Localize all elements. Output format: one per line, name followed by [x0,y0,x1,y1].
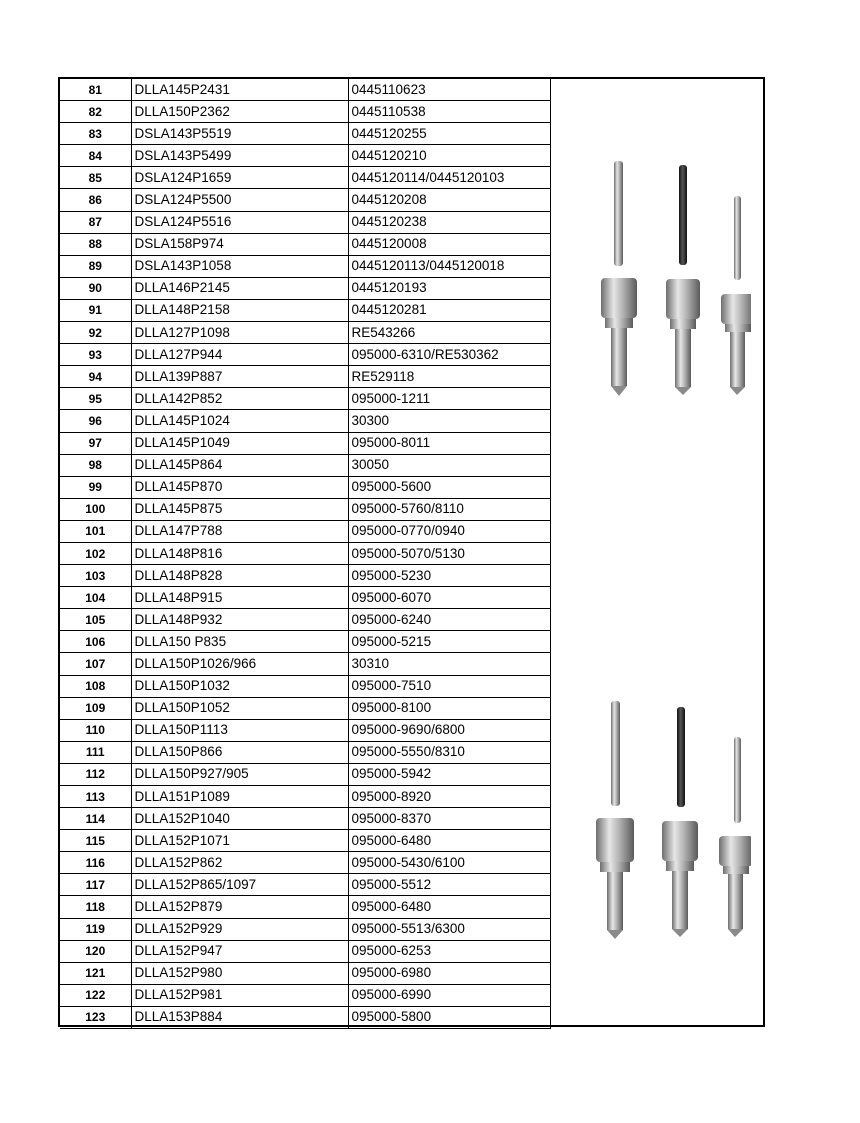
row-number: 85 [60,167,131,189]
nozzle-model: DSLA124P5500 [131,189,348,211]
part-number: 30310 [348,653,550,675]
nozzle-model: DLLA152P1040 [131,808,348,830]
table-row [60,344,550,366]
nozzle-model: DLLA152P862 [131,852,348,874]
table-row [60,233,550,255]
nozzle-model: DLLA150P927/905 [131,763,348,785]
table-row [60,786,550,808]
part-number: 095000-5513/6300 [348,918,550,940]
part-number: 0445120255 [348,123,550,145]
table-row [60,830,550,852]
part-number: 095000-8011 [348,432,550,454]
row-number: 103 [60,565,131,587]
row-number: 118 [60,896,131,918]
nozzle-model: DLLA148P828 [131,565,348,587]
table-row [60,741,550,763]
photo-column [550,79,766,1025]
table-row [60,675,550,697]
nozzle-model: DLLA150P1032 [131,675,348,697]
table-row [60,852,550,874]
part-number: 095000-6480 [348,896,550,918]
nozzle-model: DLLA150P866 [131,741,348,763]
part-number: 095000-1211 [348,388,550,410]
part-number: 0445120281 [348,299,550,321]
part-number: 095000-6310/RE530362 [348,344,550,366]
row-number: 108 [60,675,131,697]
table-row [60,984,550,1006]
part-number: 0445120238 [348,211,550,233]
part-number: RE543266 [348,322,550,344]
table-row [60,410,550,432]
part-number: 095000-9690/6800 [348,719,550,741]
nozzle-model: DLLA152P981 [131,984,348,1006]
part-number: 095000-5230 [348,565,550,587]
part-number: 095000-5800 [348,1006,550,1028]
row-number: 100 [60,498,131,520]
nozzle-model: DLLA152P1071 [131,830,348,852]
row-number: 83 [60,123,131,145]
row-number: 101 [60,520,131,542]
part-number: 095000-6990 [348,984,550,1006]
nozzle-model: DLLA146P2145 [131,277,348,299]
nozzle-right [721,196,751,395]
table-row [60,189,550,211]
part-number: 0445110538 [348,101,550,123]
row-number: 81 [60,79,131,101]
row-number: 110 [60,719,131,741]
nozzle-model: DLLA145P875 [131,498,348,520]
row-number: 117 [60,874,131,896]
nozzle-right [719,737,751,937]
part-number: 095000-6253 [348,940,550,962]
nozzle-model: DLLA151P1089 [131,786,348,808]
row-number: 102 [60,542,131,564]
row-number: 115 [60,830,131,852]
part-number: 095000-5070/5130 [348,542,550,564]
nozzle-left [596,701,634,939]
table-row [60,918,550,940]
table-row [60,277,550,299]
row-number: 86 [60,189,131,211]
part-number: 30050 [348,454,550,476]
nozzle-model: DLLA152P929 [131,918,348,940]
nozzle-model: DSLA143P1058 [131,255,348,277]
part-number: 095000-6980 [348,962,550,984]
nozzle-model: DSLA158P974 [131,233,348,255]
nozzle-model: DSLA124P1659 [131,167,348,189]
nozzle-model: DLLA153P884 [131,1006,348,1028]
table-row [60,962,550,984]
table-row [60,145,550,167]
table-row [60,874,550,896]
row-number: 95 [60,388,131,410]
table-row [60,498,550,520]
parts-table-frame [58,77,765,1027]
row-number: 119 [60,918,131,940]
table-row [60,167,550,189]
part-number: 095000-5760/8110 [348,498,550,520]
part-number: 095000-5512 [348,874,550,896]
part-number: 095000-6070 [348,587,550,609]
part-number: 095000-5942 [348,763,550,785]
table-row [60,299,550,321]
row-number: 87 [60,211,131,233]
table-row [60,79,550,101]
nozzle-middle [662,707,698,937]
table-row [60,1006,550,1028]
row-number: 114 [60,808,131,830]
nozzle-model: DLLA148P816 [131,542,348,564]
parts-table [60,79,551,1029]
parts-table-body [60,79,550,1029]
part-number: 0445120210 [348,145,550,167]
table-row [60,388,550,410]
nozzle-model: DLLA150P1052 [131,697,348,719]
nozzle-model: DLLA145P864 [131,454,348,476]
table-row [60,940,550,962]
table-row [60,432,550,454]
injector-nozzle-set-icon [571,701,751,941]
nozzle-model: DLLA152P865/1097 [131,874,348,896]
nozzle-model: DLLA145P1024 [131,410,348,432]
row-number: 84 [60,145,131,167]
nozzle-model: DLLA127P944 [131,344,348,366]
table-row [60,366,550,388]
part-number: 095000-6480 [348,830,550,852]
nozzle-model: DLLA148P915 [131,587,348,609]
table-row [60,123,550,145]
part-number: 0445110623 [348,79,550,101]
row-number: 107 [60,653,131,675]
table-row [60,587,550,609]
table-row [60,896,550,918]
nozzle-model: DLLA127P1098 [131,322,348,344]
row-number: 112 [60,763,131,785]
row-number: 120 [60,940,131,962]
row-number: 109 [60,697,131,719]
table-row [60,454,550,476]
table-row [60,520,550,542]
row-number: 121 [60,962,131,984]
part-number: 30300 [348,410,550,432]
row-number: 90 [60,277,131,299]
part-number: 0445120208 [348,189,550,211]
injector-nozzle-set-icon [571,161,751,401]
row-number: 116 [60,852,131,874]
row-number: 82 [60,101,131,123]
row-number: 106 [60,631,131,653]
nozzle-model: DLLA150 P835 [131,631,348,653]
nozzle-model: DLLA145P2431 [131,79,348,101]
part-number: 095000-5430/6100 [348,852,550,874]
row-number: 96 [60,410,131,432]
part-number: 0445120114/0445120103 [348,167,550,189]
nozzle-model: DSLA143P5499 [131,145,348,167]
table-row [60,763,550,785]
part-number: 095000-8100 [348,697,550,719]
part-number: 095000-5550/8310 [348,741,550,763]
table-row [60,211,550,233]
part-number: 095000-7510 [348,675,550,697]
row-number: 98 [60,454,131,476]
nozzle-model: DLLA142P852 [131,388,348,410]
table-row [60,565,550,587]
nozzle-model: DLLA148P2158 [131,299,348,321]
table-row [60,476,550,498]
part-number: 0445120008 [348,233,550,255]
nozzle-model: DLLA152P879 [131,896,348,918]
row-number: 88 [60,233,131,255]
nozzle-model: DLLA148P932 [131,609,348,631]
table-row [60,322,550,344]
row-number: 105 [60,609,131,631]
part-number: 095000-5600 [348,476,550,498]
nozzle-model: DLLA139P887 [131,366,348,388]
nozzle-left [601,161,637,396]
nozzle-model: DLLA145P1049 [131,432,348,454]
row-number: 113 [60,786,131,808]
row-number: 94 [60,366,131,388]
nozzle-model: DSLA124P5516 [131,211,348,233]
row-number: 99 [60,476,131,498]
row-number: 122 [60,984,131,1006]
row-number: 93 [60,344,131,366]
nozzle-model: DLLA145P870 [131,476,348,498]
part-number: RE529118 [348,366,550,388]
nozzle-model: DSLA143P5519 [131,123,348,145]
row-number: 97 [60,432,131,454]
part-number: 095000-8370 [348,808,550,830]
row-number: 123 [60,1006,131,1028]
nozzle-model: DLLA150P2362 [131,101,348,123]
nozzle-model: DLLA147P788 [131,520,348,542]
table-row [60,719,550,741]
table-row [60,697,550,719]
table-row [60,653,550,675]
nozzle-model: DLLA152P980 [131,962,348,984]
part-number: 095000-6240 [348,609,550,631]
part-number: 095000-5215 [348,631,550,653]
nozzle-model: DLLA152P947 [131,940,348,962]
nozzle-middle [666,165,700,395]
nozzle-model: DLLA150P1113 [131,719,348,741]
row-number: 111 [60,741,131,763]
table-row [60,609,550,631]
part-number: 0445120113/0445120018 [348,255,550,277]
part-number: 0445120193 [348,277,550,299]
table-row [60,542,550,564]
table-row [60,255,550,277]
table-row [60,101,550,123]
nozzle-model: DLLA150P1026/966 [131,653,348,675]
row-number: 104 [60,587,131,609]
row-number: 91 [60,299,131,321]
table-row [60,808,550,830]
part-number: 095000-8920 [348,786,550,808]
table-row [60,631,550,653]
row-number: 89 [60,255,131,277]
row-number: 92 [60,322,131,344]
part-number: 095000-0770/0940 [348,520,550,542]
